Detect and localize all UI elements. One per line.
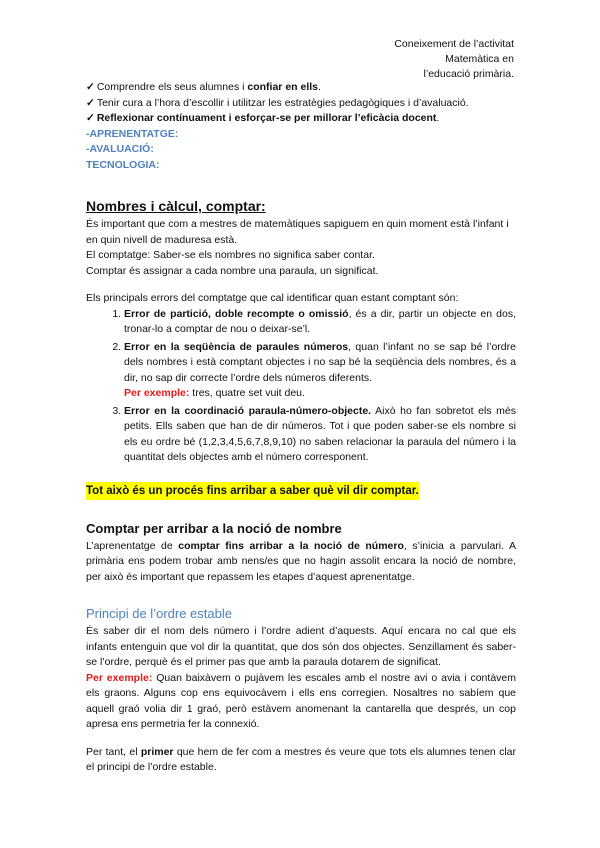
section-title-nombres: Nombres i càlcul, comptar:: [86, 198, 266, 214]
checklist-item: ✓ Reflexionar contínuament i esforçar-se per millorar l’eficàcia docent.: [86, 112, 440, 124]
paragraph: Per exemple: Quan baixàvem o pujàvem les escales amb el nostre avi o avia i contàvem els graons. Alguns cop ens equivocàvem i ells ens corregien. Nosaltres no sabíem que aquell graó volia dir 1 graó, però estàvem anomenant la cantarella que després, un cop apresa ens permetria fer la connexió.: [86, 671, 516, 730]
list-item: 3. Error en la coordinació paraula-número-objecte. Això ho fan sobretot els més petits. Ells saben que han de dir números. Tot i que poden saber-se els nombre si els eu ordre bé (1,2,3,4,5,6,7,8,9,10) no saben relacionar la paraula del número i la quantitat dels objectes amb el número corresponent.: [124, 404, 516, 466]
check-icon: ✓: [86, 81, 95, 93]
list-item: 2. Error en la seqüència de paraules números, quan l’infant no se sap bé l’ordre dels nombres i està comptant objectes i no sap bé la seqüència dels nombres, és a dir, no sap dir correcte l’ordre dels números diferents. Per exemple: tres, quatre set vuit deu.: [124, 340, 516, 402]
highlighted-statement: Tot això és un procés fins arribar a saber què vil dir comptar.: [86, 482, 419, 500]
example-label: Per exemple:: [86, 671, 153, 684]
paragraph: Per tant, el primer que hem de fer com a mestres és veure que tots els alumnes tenen clar el principi de l’ordre estable.: [86, 745, 516, 773]
label-aprenentatge: -APRENENTATGE:: [86, 127, 179, 140]
checklist-item: ✓ Tenir cura a l’hora d’escollir i utilitzar les estratègies pedagògiques i d’avaluació.: [86, 96, 469, 109]
section-title-ordre-estable: Principi de l’ordre estable: [86, 606, 232, 621]
document-body: [86, 80, 516, 776]
checklist: [86, 80, 516, 127]
label-avaluacio: -AVALUACIÓ:: [86, 143, 154, 155]
document-header: [394, 37, 514, 82]
header-line-2: Matemàtica en: [445, 53, 514, 65]
example-label: Per exemple:: [124, 387, 190, 399]
paragraph: És important que com a mestres de matemàtiques sapiguem en quin moment està l’infant i en quin nivell de maduresa està.: [86, 218, 509, 246]
errors-list: [86, 307, 516, 466]
checklist-item: ✓ Comprendre els seus alumnes i confiar en ells.: [86, 81, 321, 93]
paragraph: És saber dir el nom dels número i l’ordre adient d’aquests. Aquí encara no cal que els infants entenguin que vol dir la quantitat, que dos són dos objectes. Senzillament és saber-se l’ordre, perquè és el primer pas que amb la paraula dotarem de significat.: [86, 625, 516, 668]
check-icon: ✓: [86, 96, 95, 109]
paragraph: El comptatge: Saber-se els nombres no significa saber contar.: [86, 249, 375, 261]
label-tecnologia: TECNOLOGIA:: [86, 158, 160, 171]
list-item: 1. Error de partició, doble recompte o omissió, és a dir, partir un objecte en dos, tronar-lo a comptar de nou o deixar-se’l.: [124, 307, 516, 338]
header-line-3: l’educació primària.: [423, 68, 514, 80]
paragraph: Comptar és assignar a cada nombre una paraula, un significat.: [86, 264, 379, 277]
paragraph: L’aprenentatge de comptar fins arribar a la noció de número, s’inicia a parvulari. A primària ens podem trobar amb nens/es que no hagin assolit encara la noció de nombre, per això és important que repassem les etapes d’aquest aprenentatge.: [86, 539, 517, 583]
topic-labels: [86, 127, 516, 174]
section-title-comptar: Comptar per arribar a la noció de nombre: [86, 520, 342, 536]
paragraph: Els principals errors del comptatge que cal identificar quan estant comptant són:: [86, 292, 459, 304]
check-icon: ✓: [86, 112, 95, 124]
header-line-1: Coneixement de l’activitat: [394, 38, 514, 50]
